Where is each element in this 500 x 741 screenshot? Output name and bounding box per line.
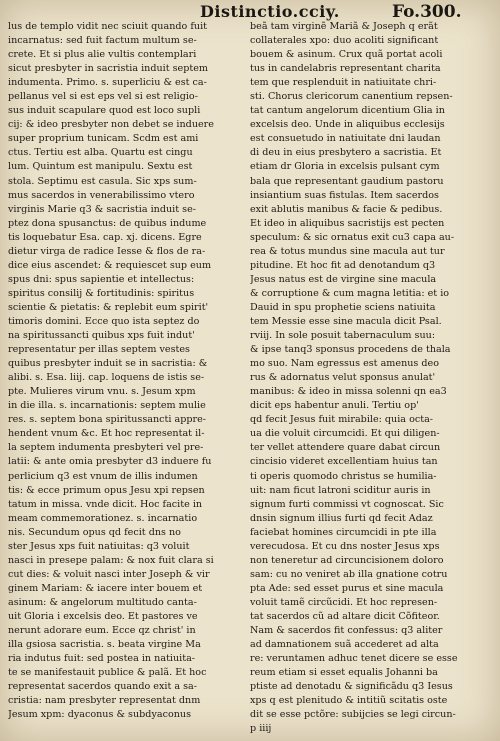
text-line: nasci in presepe palam: & nox fuit clara si [8, 554, 214, 566]
text-line: pta Ade: sed esset purus et sine macula [250, 582, 444, 594]
text-line: representatur per illas septem vestes [8, 344, 190, 356]
text-line: pitudine. Et hoc fit ad denotandum q3 [250, 259, 436, 271]
text-line: di deu in eius presbytero a sacristia. Et [250, 147, 442, 159]
text-line: virginis Marie q3 & sacristia induit se- [8, 203, 196, 215]
text-line: scientie & pietatis: & replebit eum spirit' [8, 301, 209, 313]
text-line: ua die voluit circumcidi. Et qui diligen- [250, 428, 440, 440]
text-line: hendent vnum &c. Et hoc representat il- [8, 428, 205, 440]
text-line: spiritus consilij & fortitudinis: spiritus [8, 287, 195, 299]
text-line: sus induit scapulare quod est loco supli [8, 105, 201, 117]
text-line: Nam & sacerdos fit confessus: q3 aliter [250, 625, 443, 637]
text-line: qd fecit Jesus fuit mirabile: quia octa- [250, 414, 434, 426]
text-line: la septem indumenta presbyteri vel pre- [8, 442, 204, 454]
text-line: cij: & ideo presbyter non debet se induere [8, 119, 214, 131]
text-line: ctus. Tertiu est alba. Quartu est cingu [8, 147, 193, 159]
text-line: faciebat homines circumcidi in pte illa [250, 526, 437, 538]
text-line: sicut presbyter in sacristia induit septem [8, 63, 209, 75]
text-line: spus dni: spus sapientie et intellectus: [8, 273, 195, 285]
text-line: xps q est plenitudo & intitiũ scitatis oste [250, 695, 448, 707]
text-line: speculum: & sic ornatus exit cu3 capa au- [250, 231, 455, 243]
text-line: tat sacerdos cũ ad altare dicit Cõfiteor. [250, 610, 440, 622]
text-line: signum furti commissi vt cognoscat. Sic [250, 498, 444, 510]
text-line: re: veruntamen adhuc tenet dicere se esse [250, 653, 458, 665]
text-line: Jesum xpm: dyaconus & subdyaconus [8, 709, 192, 721]
text-line: collaterales xpo: duo acoliti significant [250, 35, 439, 47]
text-line: nerunt adorare eum. Ecce qz christ' in [8, 625, 196, 637]
text-line: lum. Quintum est manipulu. Sextu est [8, 161, 193, 173]
text-line: illa gsiosa sacristia. s. beata virgine Ma [8, 639, 201, 651]
text-line: sam: cu no veniret ab illa gnatione cotru [250, 568, 448, 580]
text-line: ter vellet attendere quare dabat circun [250, 442, 441, 454]
text-line: ster Jesus xps fuit natiuitas: q3 voluit [8, 540, 190, 552]
text-line: cincisio videret excellentiam huius tan [250, 456, 438, 468]
text-line: Et ideo in aliquibus sacristijs est pecten [250, 217, 445, 229]
text-line: na spiritussancti quibus xps fuit indut' [8, 330, 195, 342]
text-line: cut dies: & voluit nasci inter Joseph & vir [8, 568, 210, 580]
running-head: Distinctio.cciy. [200, 2, 340, 21]
text-line: super proprium tunicam. Scdm est ami [8, 133, 199, 145]
text-line: latii: & ante omia presbyter d3 induere fu [8, 456, 212, 468]
text-line: cristia: nam presbyter representat dnm [8, 695, 201, 707]
text-line: representat sacerdos quando exit a sa- [8, 681, 197, 693]
text-line: rviij. In sole posuit tabernaculum suu: [250, 330, 436, 342]
text-line: tis loquebatur Esa. cap. xj. dicens. Egre [8, 231, 202, 243]
text-line: in die illa. s. incarnationis: septem mulie [8, 400, 206, 412]
text-line: rea & totus mundus sine macula aut tur [250, 245, 445, 257]
left-text-column [8, 20, 240, 722]
text-line: te se manifestauit publice & palã. Et hoc [8, 667, 207, 679]
text-line: manibus: & ideo in missa solenni qn ea3 [250, 386, 447, 398]
text-line: Dauid in spu prophetie sciens natiuita [250, 301, 436, 313]
text-line: timoris domini. Ecce quo ista septez do [8, 315, 200, 327]
text-line: tis: & ecce primum opus Jesu xpi repsen [8, 484, 205, 496]
text-line: indumenta. Primo. s. superliciu & est ca- [8, 77, 207, 89]
text-line: quibus presbyter induit se in sacristia: & [8, 358, 208, 370]
text-line: ti operis quomodo christus se humilia- [250, 470, 437, 482]
text-line: res. s. septem bona spiritussancti appre- [8, 414, 207, 426]
text-line: tatum in missa. vnde dicit. Hoc facite in [8, 498, 203, 510]
right-text-column [250, 20, 494, 736]
text-line: p iiij [250, 723, 272, 735]
text-line: pte. Mulieres virum vnu. s. Jesum xpm [8, 386, 196, 398]
text-line: lus de templo vidit nec sciuit quando fuit [8, 21, 207, 32]
text-line: pellanus vel si est eps vel si est religio- [8, 91, 198, 103]
text-line: exit ablutis manibus & facie & pedibus. [250, 203, 443, 215]
text-line: perlicium q3 est vnum de illis indumen [8, 470, 198, 482]
text-line: Jesus natus est de virgine sine macula [250, 273, 437, 285]
text-line: asinum: & angelorum multitudo canta- [8, 596, 197, 608]
text-line: verecudosa. Et cu dns noster Jesus xps [250, 540, 440, 552]
text-line: ad damnationem suã accederet ad alta [250, 639, 439, 651]
text-line: nis. Secundum opus qd fecit dns no [8, 526, 181, 538]
text-line: tem que resplenduit in natiuitate chri- [250, 77, 437, 89]
text-line: dnsin signum illius furti qd fecit Adaz [250, 512, 433, 524]
text-line: dicit eps habentur anuli. Tertiu op' [250, 400, 419, 412]
text-line: ptez dona spusanctus: de quibus indume [8, 217, 207, 229]
text-line: stola. Septimu est casula. Sic xps sum- [8, 175, 197, 187]
text-line: etiam dr Gloria in excelsis pulsant cym [250, 161, 440, 173]
text-line: beã tam virginẽ Mariã & Joseph q erãt [250, 21, 438, 32]
text-line: sti. Chorus clericorum canentium repsen- [250, 91, 453, 103]
text-line: uit: nam ficut latroni sciditur auris in [250, 484, 431, 496]
text-line: voluit tamẽ circũcidi. Et hoc represen- [250, 596, 438, 608]
text-line: mus sacerdos in venerabilissimo vtero [8, 189, 195, 201]
text-line: tem Messie esse sine macula dicit Psal. [250, 315, 442, 327]
text-line: mo suo. Nam egressus est amenus deo [250, 358, 439, 370]
text-line: tus in candelabris representant charita [250, 63, 441, 75]
folio-number: Fo.300. [392, 2, 462, 22]
text-line: dietur virga de radice Iesse & flos de ra- [8, 245, 206, 257]
text-line: rus & adornatus velut sponsus anulat' [250, 372, 436, 384]
text-line: est consuetudo in natiuitate dni laudan [250, 133, 441, 145]
text-line: tat cantum angelorum dicentium Glia in [250, 105, 445, 117]
text-line: alibi. s. Esa. liij. cap. loquens de istis se- [8, 372, 205, 384]
text-line: dit se esse pctõre: subijcies se legi circun- [250, 709, 456, 721]
text-line: crete. Et si plus alie vultis contemplari [8, 49, 197, 61]
text-line: ria indutus fuit: sed postea in natiuita- [8, 653, 196, 665]
text-line: incarnatus: sed fuit factum multum se- [8, 35, 197, 47]
text-line: meam commemorationez. s. incarnatio [8, 512, 198, 524]
text-line: uit Gloria i excelsis deo. Et pastores ve [8, 610, 198, 622]
text-line: insiantium suas fistulas. Item sacerdos [250, 189, 439, 201]
text-line: & corruptione & cum magna letitia: et io [250, 287, 450, 299]
text-line: bouem & asinum. Crux quã portat acoli [250, 49, 443, 61]
text-line: ginem Mariam: & iacere inter bouem et [8, 582, 203, 594]
text-line: excelsis deo. Unde in aliquibus ecclesijs [250, 119, 445, 131]
text-line: bala que representant gaudium pastoru [250, 175, 444, 187]
text-line: & ipse tanq3 sponsus procedens de thala [250, 344, 451, 356]
text-line: dice eius ascendet: & requiescet sup eum [8, 259, 212, 271]
text-line: ptiste ad denotadu & significãdu q3 Iesus [250, 681, 453, 693]
text-line: non teneretur ad circuncisionem doloro [250, 554, 444, 566]
text-line: reum etiam si esset equalis Johanni ba [250, 667, 438, 679]
